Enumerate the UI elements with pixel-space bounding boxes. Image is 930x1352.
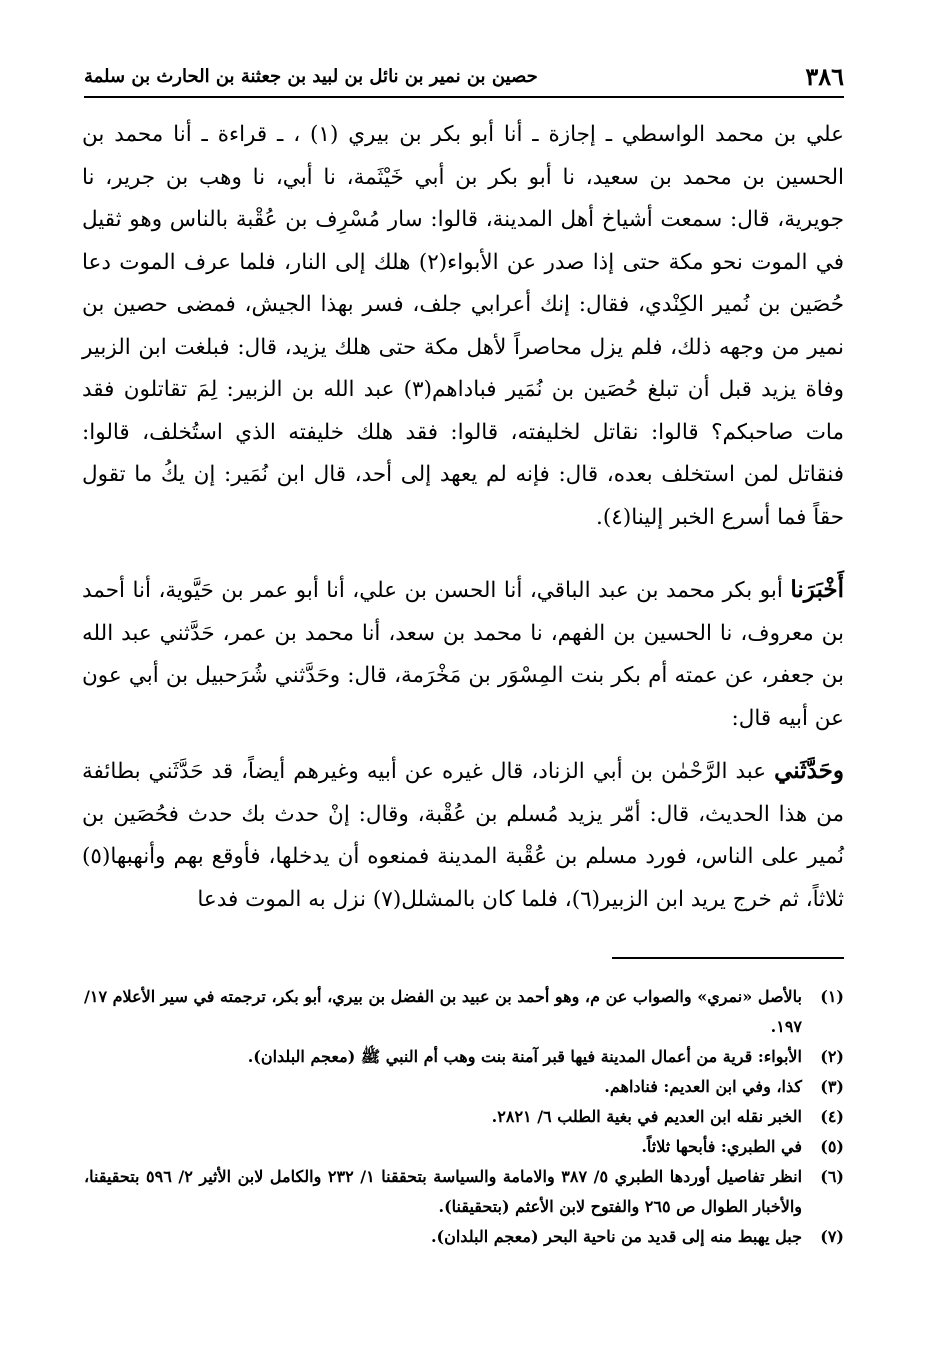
footnote-number: (٤)	[820, 1107, 844, 1126]
footnote-3	[84, 1072, 844, 1102]
footnote-number: (٧)	[820, 1227, 844, 1246]
footnote-number: (٦)	[820, 1167, 844, 1186]
footnote-2	[84, 1042, 844, 1072]
running-title: حصين بن نمير بن نائل بن لبيد بن جعثنة بن الحارث بن سلمة	[84, 65, 538, 87]
footnote-text: الأبواء: قرية من أعمال المدينة فيها قبر آمنة بنت وهب أم النبي ﷺ (معجم البلدان).	[247, 1047, 802, 1066]
paragraph-3-text: عبد الرَّحْمٰن بن أبي الزناد، قال غيره عن أبيه وغيرهم أيضاً، قد حَدَّثَني بطائفة من هذا الحديث، قال: أمّر يزيد مُسلم بن عُقْبة، وقال: إنْ حدث بك حدث فحُصَين بن نُمير على الناس، فورد مسلم بن عُقْبة المدينة فمنعوه أن يدخلها، فأوقع بهم وأنهبها(٥) ثلاثاً، ثم خرج يريد ابن الزبير(٦)، فلما كان بالمشلل(٧) نزل به الموت فدعا	[82, 759, 844, 912]
footnote-text: كذا، وفي ابن العديم: فناداهم.	[604, 1077, 802, 1096]
footnote-1	[84, 982, 844, 1042]
footnote-number: (٣)	[820, 1077, 844, 1096]
paragraph-2-lead-word: أَخْبَرَنا	[790, 576, 844, 603]
footnote-number: (١)	[820, 987, 844, 1006]
paragraph-1: علي بن محمد الواسطي ـ إجازة ـ أنا أبو بكر بن بيري (١) ، ـ قراءة ـ أنا محمد بن الحسين بن محمد بن سعيد، نا أبو بكر بن أبي خَيْثَمة، نا أبي، نا وهب بن جرير، نا جويرية، قال: سمعت أشياخ أهل المدينة، قالوا: سار مُسْرِف بن عُقْبة بالناس وهو ثقيل في الموت نحو مكة حتى إذا صدر عن الأبواء(٢) هلك إلى النار، فلما عرف الموت دعا حُصَين بن نُمير الكِنْدي، فقال: إنك أعرابي جلف، فسر بهذا الجيش، فمضى حصين بن نمير من وجهه ذلك، فلم يزل محاصراً لأهل مكة حتى هلك يزيد، قال: فبلغت ابن الزبير وفاة يزيد قبل أن تبلغ حُصَين بن نُمَير فباداهم(٣) عبد الله بن الزبير: لِمَ تقاتلون فقد مات صاحبكم؟ قالوا: نقاتل لخليفته، قالوا: فقد هلك خليفته الذي استُخلف، قالوا: فنقاتل لمن استخلف بعده، قال: فإنه لم يعهد إلى أحد، قال ابن نُمَير: إن يكُ ما تقول حقاً فما أسرع الخبر إلينا(٤).	[82, 122, 844, 530]
page-number: ٣٨٦	[805, 61, 844, 91]
footnote-text: بالأصل «نمري» والصواب عن م، وهو أحمد بن عبيد بن الفضل بن بيري، أبو بكر، ترجمته في سير الأعلام ١٧/ ١٩٧.	[84, 987, 803, 1036]
paragraph-2-text: أبو بكر محمد بن عبد الباقي، أنا الحسن بن علي، أنا أبو عمر بن حَيَّوية، أنا أحمد بن معروف، نا الحسين بن الفهم، نا محمد بن سعد، أنا محمد بن عمر، حَدَّثني عبد الله بن جعفر، عن عمته أم بكر بنت المِسْوَر بن مَخْرَمة، قال: وحَدَّثني شُرَحبيل بن أبي عون عن أبيه قال:	[82, 578, 844, 731]
footnote-text: انظر تفاصيل أوردها الطبري ٥/ ٣٨٧ والامامة والسياسة بتحققنا ١/ ٢٣٢ والكامل لابن الأثير ٢/ ٥٩٦ بتحقيقنا، والأخبار الطوال ص ٢٦٥ والفتوح لابن الأعثم (بتحقيقنا).	[84, 1167, 803, 1216]
paragraph-3	[82, 750, 844, 921]
footnotes	[84, 982, 844, 1252]
footnote-separator	[612, 957, 844, 959]
footnote-text: جبل يهبط منه إلى قديد من ناحية البحر (معجم البلدان).	[430, 1227, 802, 1246]
footnote-6	[84, 1162, 844, 1222]
footnote-text: الخبر نقله ابن العديم في بغية الطلب ٦/ ٢٨٢١.	[491, 1107, 802, 1126]
paragraph-3-lead-word: وحَدَّثَني	[774, 757, 844, 784]
paragraph-2	[82, 569, 844, 740]
footnote-5	[84, 1132, 844, 1162]
footnote-number: (٥)	[820, 1137, 844, 1156]
footnote-text: في الطبري: فأبحها ثلاثاً.	[641, 1137, 802, 1156]
page-header	[84, 56, 844, 98]
footnote-7	[84, 1222, 844, 1252]
footnote-number: (٢)	[820, 1047, 844, 1066]
main-text	[82, 114, 844, 921]
footnote-4	[84, 1102, 844, 1132]
